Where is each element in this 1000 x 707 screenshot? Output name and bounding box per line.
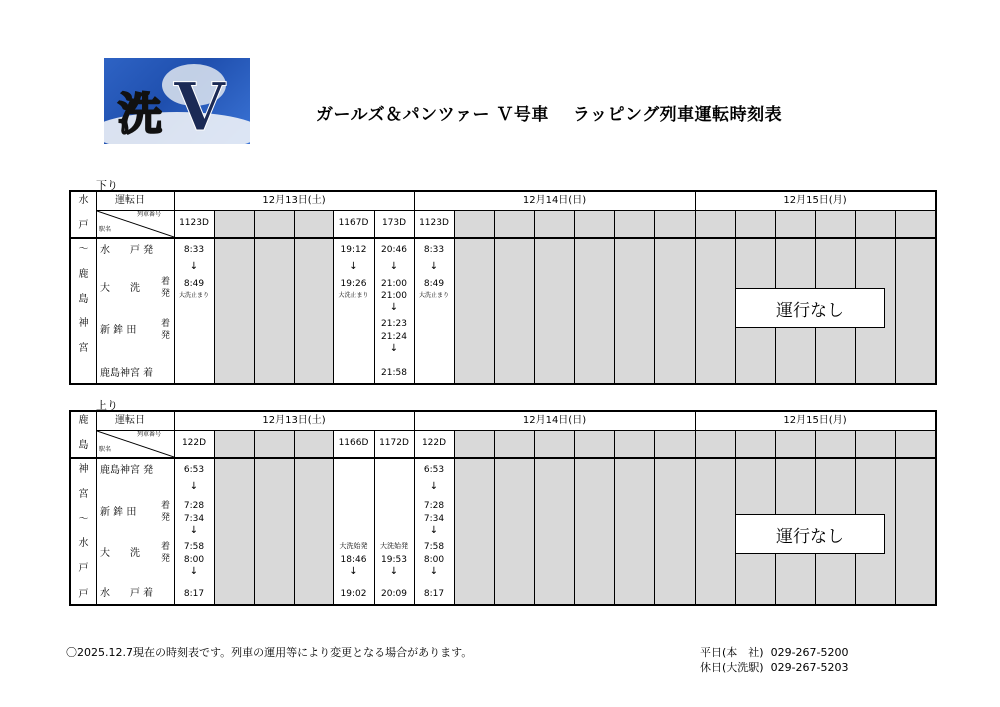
route-char: 戸 (78, 220, 89, 231)
station-mark: 着 (161, 277, 171, 287)
route-char: 島 (78, 294, 89, 305)
arrow-down-icon: ↓ (189, 261, 199, 272)
time-cell: 18:46 (340, 555, 367, 565)
time-cell: 21:58 (381, 368, 407, 378)
logo-kanji: 洗 (118, 89, 160, 140)
station-name: 新 鉾 田 (100, 325, 137, 336)
time-cell: 6:53 (423, 465, 445, 475)
time-cell: 7:28 (423, 501, 445, 511)
header-diagonal (97, 431, 174, 457)
page-title: ガールズ＆パンツァー Ｖ号車 ラッピング列車運転時刻表 (316, 105, 783, 125)
arrow-down-icon: ↓ (389, 343, 399, 354)
time-cell: 21:24 (381, 332, 407, 342)
time-cell: 8:33 (183, 245, 205, 255)
train-number: 122D (421, 438, 447, 448)
time-cell: 6:53 (183, 465, 205, 475)
route-char: ～ (78, 244, 89, 255)
arrow-down-icon: ↓ (389, 302, 399, 313)
route-char: 神 (78, 318, 89, 329)
time-cell: 8:17 (183, 589, 205, 599)
arrow-down-icon: ↓ (189, 525, 199, 536)
route-char: 水 (78, 195, 89, 206)
arrow-down-icon: ↓ (189, 481, 199, 492)
route-char: 鹿 (78, 415, 89, 426)
arrow-down-icon: ↓ (429, 481, 439, 492)
arrow-down-icon: ↓ (349, 261, 358, 272)
date-header: 12月14日(日) (522, 195, 587, 206)
station-mark: 着 (161, 542, 171, 552)
date-header: 12月15日(月) (783, 195, 847, 206)
time-cell: 21:00 (381, 291, 407, 301)
station-mark: 発 (161, 289, 171, 299)
station-name: 鹿島神宮 着 (100, 368, 154, 379)
note-text: 大洗止まり (418, 292, 449, 299)
route-char: ～ (78, 514, 89, 525)
route-char: 神 (78, 464, 89, 475)
route-char: 戸 (78, 563, 89, 574)
note-text: 大洗始発 (380, 542, 408, 550)
station-mark: 着 (161, 319, 171, 329)
train-number: 1167D (338, 218, 369, 228)
no-service-label: 運行なし (735, 514, 885, 554)
train-no-label: 列車番号 (137, 431, 162, 438)
train-number: 1123D (179, 218, 209, 228)
section-label-up: 上り (96, 399, 118, 412)
header-day-label: 運転日 (115, 415, 145, 426)
date-header: 12月13日(土) (262, 415, 326, 426)
train-number: 122D (181, 438, 207, 448)
station-name: 大 洗 (100, 283, 140, 294)
note-text: 大洗止まり (338, 292, 369, 299)
arrow-down-icon: ↓ (349, 566, 358, 577)
time-cell: 7:28 (183, 501, 205, 511)
timetable-down (69, 190, 937, 385)
time-cell: 7:58 (183, 542, 205, 552)
route-char: 鹿 (78, 269, 89, 280)
arrow-down-icon: ↓ (389, 261, 399, 272)
time-cell: 7:58 (423, 542, 445, 552)
train-number: 1172D (379, 438, 409, 448)
station-mark: 発 (161, 513, 171, 523)
train-number: 173D (381, 218, 407, 228)
note-text: 大洗止まり (178, 292, 209, 299)
route-char: 宮 (78, 343, 89, 354)
train-no-label: 列車番号 (137, 211, 162, 218)
time-cell: 20:09 (381, 589, 407, 599)
station-mark: 着 (161, 501, 171, 511)
date-header: 12月14日(日) (522, 415, 587, 426)
time-cell: 21:00 (381, 279, 407, 289)
time-cell: 7:34 (183, 514, 205, 524)
date-header: 12月15日(月) (783, 415, 847, 426)
time-cell: 19:12 (340, 245, 367, 255)
station-label: 駅名 (99, 226, 112, 233)
time-cell: 8:33 (423, 245, 445, 255)
station-name: 新 鉾 田 (100, 507, 137, 518)
header-day-label: 運転日 (115, 195, 145, 206)
route-char: 島 (78, 440, 89, 451)
time-cell: 19:02 (340, 589, 367, 599)
arrow-down-icon: ↓ (429, 525, 439, 536)
station-name: 水 戸 着 (100, 588, 154, 599)
station-name: 水 戸 発 (100, 245, 154, 256)
arrow-down-icon: ↓ (389, 566, 399, 577)
train-number: 1123D (419, 218, 449, 228)
time-cell: 8:17 (423, 589, 445, 599)
time-cell: 19:53 (381, 555, 407, 565)
time-cell: 7:34 (423, 514, 445, 524)
contact-weekday: 平日(本 社) 029-267-5200 (700, 646, 849, 659)
station-label: 駅名 (99, 446, 112, 453)
station-name: 大 洗 (100, 548, 140, 559)
contact-holiday: 休日(大洗駅) 029-267-5203 (700, 661, 849, 674)
arrow-down-icon: ↓ (429, 566, 439, 577)
logo-letter: V (174, 68, 226, 144)
section-label-down: 下り (96, 179, 118, 192)
note-text: 大洗始発 (339, 542, 368, 550)
footnote: 〇2025.12.7現在の時刻表です。列車の運用等により変更となる場合があります。 (66, 646, 473, 659)
header-diagonal (97, 211, 174, 237)
time-cell: 8:49 (423, 279, 445, 289)
route-char: 水 (78, 538, 89, 549)
train-number: 1166D (338, 438, 369, 448)
time-cell: 8:49 (183, 279, 205, 289)
time-cell: 21:23 (381, 319, 407, 329)
no-service-label: 運行なし (735, 288, 885, 328)
station-name: 鹿島神宮 発 (100, 465, 154, 476)
date-header: 12月13日(土) (262, 195, 326, 206)
arrow-down-icon: ↓ (189, 566, 199, 577)
time-cell: 8:00 (423, 555, 445, 565)
route-char: 戸 (78, 589, 89, 600)
timetable-up (69, 410, 937, 606)
station-mark: 発 (161, 331, 171, 341)
time-cell: 20:46 (381, 245, 407, 255)
station-mark: 発 (161, 554, 171, 564)
route-char: 宮 (78, 489, 89, 500)
logo-image (104, 58, 250, 144)
time-cell: 19:26 (340, 279, 367, 289)
time-cell: 8:00 (183, 555, 205, 565)
arrow-down-icon: ↓ (429, 261, 439, 272)
